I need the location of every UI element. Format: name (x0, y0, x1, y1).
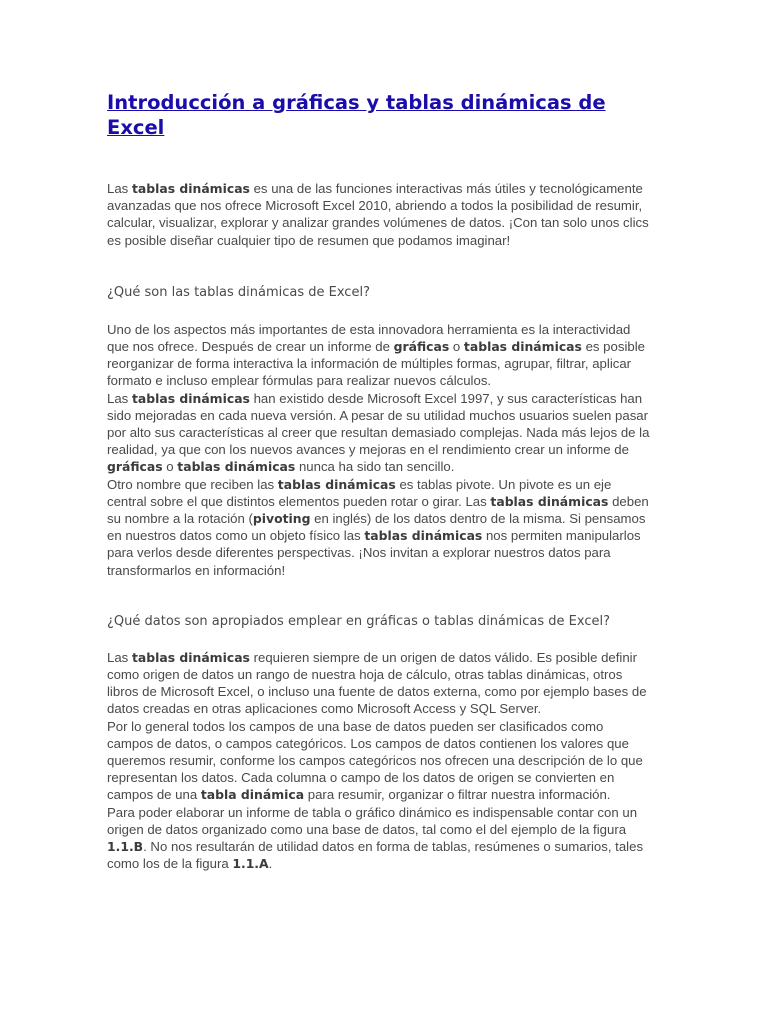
s1p2-bold-3: tablas dinámicas (177, 459, 296, 475)
s2p3-bold-1: 1.1.B (107, 839, 144, 855)
s2p2-text-1: Por lo general todos los campos de una base de datos pueden ser clasificados como campos de datos, o campos categóricos. Los campos de datos contienen los valores que queremos resumir, conforme los campos categóricos nos ofrecen una descripción de lo que representan los datos. Cada columna o campo de los datos de origen se convierten en campos de una (107, 718, 643, 803)
section2-heading: ¿Qué datos son apropiados emplear en gráficas o tablas dinámicas de Excel? (107, 613, 611, 629)
section1-heading: ¿Qué son las tablas dinámicas de Excel? (107, 284, 370, 300)
intro-paragraph (107, 180, 652, 249)
s1p3-text-3: deben su nombre a la rotación ( (107, 493, 649, 527)
s1p1-text-3: es posible reorganizar de forma interactiva la información de múltiples formas, agrupar, filtrar, aplicar formato e incluso emplear fórmulas para realizar nuevos cálculos. (107, 339, 645, 389)
s1p2-text-1: Las (107, 390, 132, 406)
s1p3-bold-2: tablas dinámicas (490, 493, 609, 509)
s2p2-bold-1: tabla dinámica (200, 787, 305, 803)
s1p1-text-1: Uno de los aspectos más importantes de esta innovadora herramienta es la interactividad que nos ofrece. Después de crear un informe de (107, 321, 631, 355)
s1p3-text-1: Otro nombre que reciben las (107, 476, 278, 492)
s1p2-bold-2: gráficas (107, 459, 163, 475)
s1p2-text-4: nunca ha sido tan sencillo. (295, 459, 455, 475)
s1p3-text-2: es tablas pivote. Un pivote es un eje central sobre el que distintos elementos pueden rotar o girar. Las (107, 476, 612, 509)
s1p1-bold-2: tablas dinámicas (463, 339, 582, 355)
section1-paragraph-2 (107, 390, 652, 476)
s2p2-text-2: para resumir, organizar o filtrar nuestra información. (304, 787, 611, 803)
s1p3-text-5: nos permiten manipularlos para verlos desde diferentes perspectivas. ¡Nos invitan a explorar nuestros datos para transformarlos en información! (107, 528, 641, 578)
section2-paragraph-1 (107, 649, 652, 718)
document-page (107, 90, 652, 873)
s2p3-text-1: Para poder elaborar un informe de tabla o gráfico dinámico es indispensable contar con un origen de datos organizado como una base de datos, tal como el del ejemplo de la figura (107, 804, 638, 837)
intro-text-2: es una de las funciones interactivas más útiles y tecnológicamente avanzadas que nos ofrece Microsoft Excel 2010, abriendo a todos la posibilidad de resumir, calcular, visualizar, explorar y analizar grandes volúmenes de datos. ¡Con tan solo unos clics es posible diseñar cualquier tipo de resumen que podamos imaginar! (107, 181, 649, 248)
section1-paragraph-3 (107, 476, 652, 579)
intro-text-1: Las (107, 181, 132, 196)
s2p3-bold-2: 1.1.A (232, 856, 269, 872)
s2p1-text-1: Las (107, 649, 132, 665)
s1p3-bold-1: tablas dinámicas (277, 476, 396, 492)
s1p1-bold-1: gráficas (393, 339, 450, 355)
intro-bold-1: tablas dinámicas (131, 181, 250, 196)
s1p2-text-3: o (162, 459, 178, 475)
s2p1-bold-1: tablas dinámicas (131, 649, 250, 665)
s2p3-text-2: . No nos resultarán de utilidad datos en forma de tablas, resúmenes o sumarios, tales como los de la figura (107, 839, 644, 872)
section2-paragraph-2 (107, 718, 652, 804)
s1p3-bold-3: pivoting (252, 511, 311, 527)
s1p1-text-2: o (449, 339, 464, 355)
s2p3-text-3: . (268, 856, 273, 872)
section1-paragraph-1 (107, 321, 652, 390)
section2-paragraph-3 (107, 804, 652, 873)
page-title-link[interactable]: Introducción a gráficas y tablas dinámicas de Excel (107, 91, 606, 139)
s1p3-text-4: en inglés) de los datos dentro de la misma. Si pensamos en nuestros datos como un objeto físico las (107, 511, 646, 544)
page-title[interactable] (107, 90, 652, 140)
s1p3-bold-4: tablas dinámicas (364, 528, 483, 544)
s2p1-text-2: requieren siempre de un origen de datos válido. Es posible definir como origen de datos un rango de nuestra hoja de cálculo, otras tablas dinámicas, otros libros de Microsoft Excel, o incluso una fuente de datos externa, como por ejemplo bases de datos creadas en otras aplicaciones como Microsoft Access y SQL Server. (107, 649, 647, 717)
s1p2-text-2: han existido desde Microsoft Excel 1997, y sus características han sido mejoradas en cada nueva versión. A pesar de su utilidad muchos usuarios suelen pasar por alto sus características al creer que resultan demasiado complejas. Nada más lejos de la realidad, ya que con los nuevos avances y mejoras en el rendimiento crear un informe de (107, 390, 650, 458)
s1p2-bold-1: tablas dinámicas (131, 390, 250, 406)
